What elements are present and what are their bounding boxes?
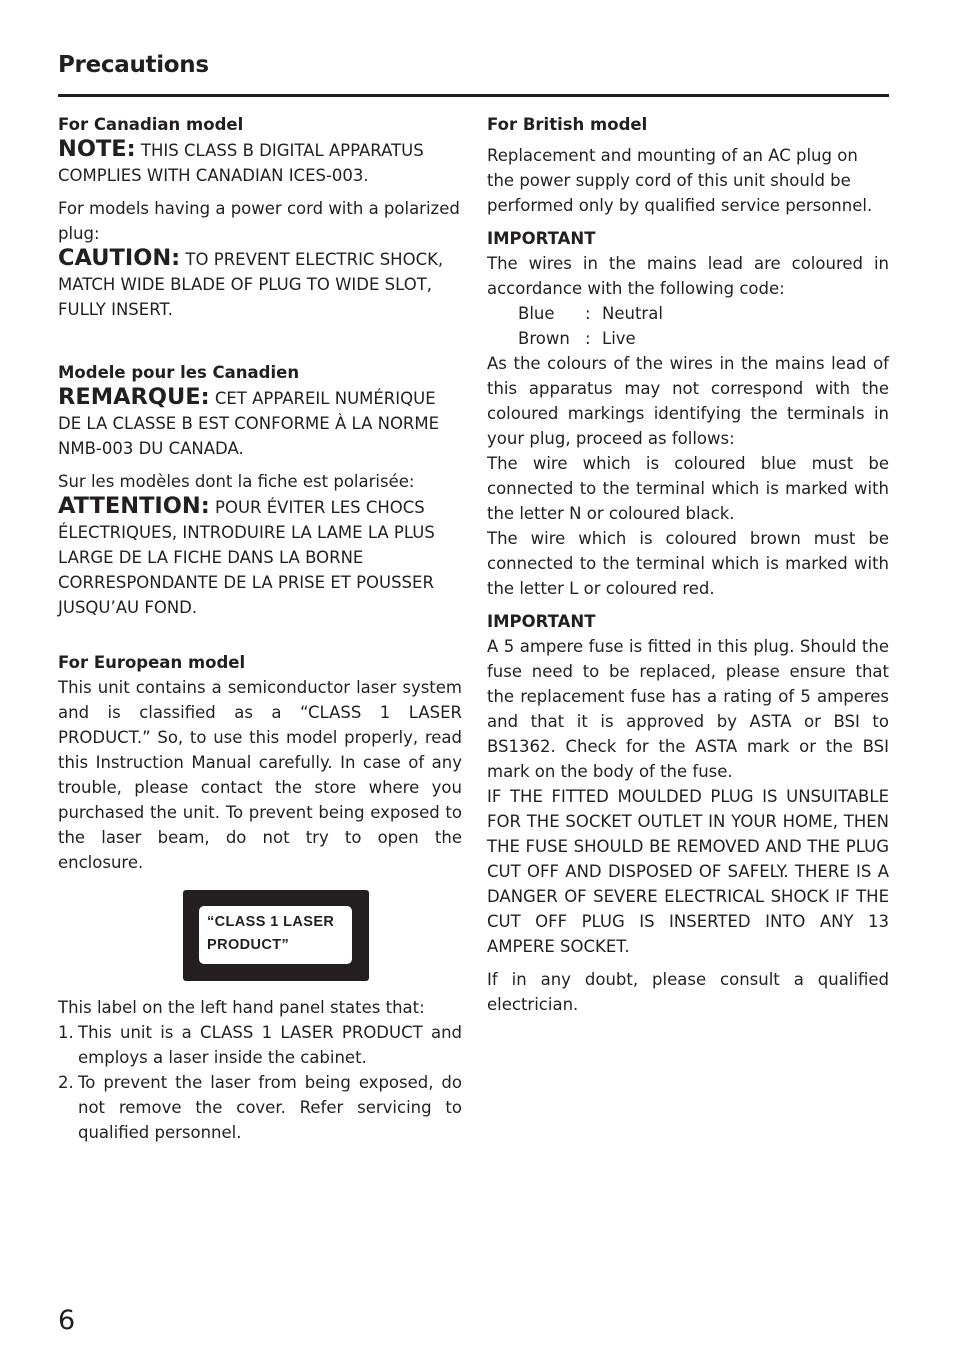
note-label: NOTE: [58,136,136,162]
wire-meaning: Neutral [602,304,663,323]
british-heading: For British model [487,115,648,134]
canadian-heading: For Canadian model [58,115,244,134]
laser-label-line2: PRODUCT” [207,937,290,953]
european-body: This unit contains a semiconductor laser system and is classified as a “CLASS 1 LASER PRODUCT.” So, to use this model properly, read this Instruction Manual carefully. In case of any trouble, please contact the store where you purchased the unit. To prevent being exposed to the laser beam, do not try to open the enclosure. [58,678,462,872]
european-section [58,650,462,1145]
wire-meaning: Live [602,329,636,348]
canadien-fr-heading: Modele pour les Canadien [58,363,300,382]
important-heading-1: IMPORTANT [487,229,596,248]
as-colours-text: As the colours of the wires in the mains lead of this apparatus may not correspond with the coloured markings identifying the terminals in your plug, proceed as follows: [487,354,889,448]
list-item-text: This unit is a CLASS 1 LASER PRODUCT and employs a laser inside the cabinet. [78,1023,462,1067]
canadien-fr-section [58,360,462,620]
list-item-text: To prevent the laser from being exposed, do not remove the cover. Refer servicing to qualified personnel. [78,1073,462,1142]
fuse-text: A 5 ampere fuse is fitted in this plug. Should the fuse need to be replaced, please ensure that the replacement fuse has a rating of 5 amperes and that it is approved by ASTA or BSI to BS1362. Check for the ASTA mark or the BSI mark on the body of the fuse. [487,637,889,781]
caution-label: CAUTION: [58,245,181,271]
page-number: 6 [58,1305,76,1336]
canadian-section [58,112,462,322]
list-item [58,1020,462,1070]
important-heading-2: IMPORTANT [487,612,596,631]
left-column [58,112,462,1145]
canadian-polarized: For models having a power cord with a polarized plug: [58,199,460,243]
wire-code-row [487,326,889,351]
wire-separator: : [585,304,591,323]
title-rule [58,94,889,97]
note-text: THIS CLASS B DIGITAL APPARATUS COMPLIES WITH CANADIAN ICES-003. [58,141,424,185]
wire-colour: Brown [518,329,570,348]
list-item-number: 2. [58,1073,74,1092]
wire-colour: Blue [518,304,555,323]
canadien-fr-remarque [58,385,462,461]
label-intro: This label on the left hand panel states that: [58,998,425,1017]
laser-product-label [183,890,369,981]
right-column [487,112,889,1017]
page-title: Precautions [58,52,209,78]
canadien-fr-attention [58,494,462,620]
european-heading: For European model [58,653,246,672]
list-item-number: 1. [58,1023,74,1042]
wire-code-row [487,301,889,326]
wire-separator: : [585,329,591,348]
label-statements [58,1020,462,1145]
blue-wire-text: The wire which is coloured blue must be connected to the terminal which is marked with the letter N or coloured black. [487,454,889,523]
caution-text: TO PREVENT ELECTRIC SHOCK, MATCH WIDE BLADE OF PLUG TO WIDE SLOT, FULLY INSERT. [58,250,444,319]
brown-wire-text: The wire which is coloured brown must be connected to the terminal which is marked with the letter L or coloured red. [487,529,889,598]
list-item [58,1070,462,1145]
attention-label: ATTENTION: [58,493,210,519]
laser-label-line1: “CLASS 1 LASER [207,914,335,930]
remarque-label: REMARQUE: [58,384,210,410]
doubt-text: If in any doubt, please consult a qualified electrician. [487,970,889,1014]
canadian-caution [58,246,462,322]
british-section [487,112,889,1017]
canadian-note [58,137,462,188]
canadien-fr-polarisee: Sur les modèles dont la fiche est polarisée: [58,472,415,491]
warning-text: IF THE FITTED MOULDED PLUG IS UNSUITABLE FOR THE SOCKET OUTLET IN YOUR HOME, THEN THE FUSE SHOULD BE REMOVED AND THE PLUG CUT OFF AND DISPOSED OF SAFELY. THERE IS A DANGER OF SEVERE ELECTRICAL SHOCK IF THE CUT OFF PLUG IS INSERTED INTO ANY 13 AMPERE SOCKET. [487,787,889,956]
british-intro: Replacement and mounting of an AC plug on the power supply cord of this unit should be performed only by qualified service personnel. [487,146,873,215]
attention-text: POUR ÉVITER LES CHOCS ÉLECTRIQUES, INTRODUIRE LA LAME LA PLUS LARGE DE LA FICHE DANS LA BORNE CORRESPONDANTE DE LA PRISE ET POUSSER JUSQU’AU FOND. [58,498,435,617]
laser-label-inner [199,906,352,964]
remarque-text: CET APPAREIL NUMÉRIQUE DE LA CLASSE B EST CONFORME À LA NORME NMB-003 DU CANADA. [58,389,440,458]
wires-intro: The wires in the mains lead are coloured in accordance with the following code: [487,254,889,298]
